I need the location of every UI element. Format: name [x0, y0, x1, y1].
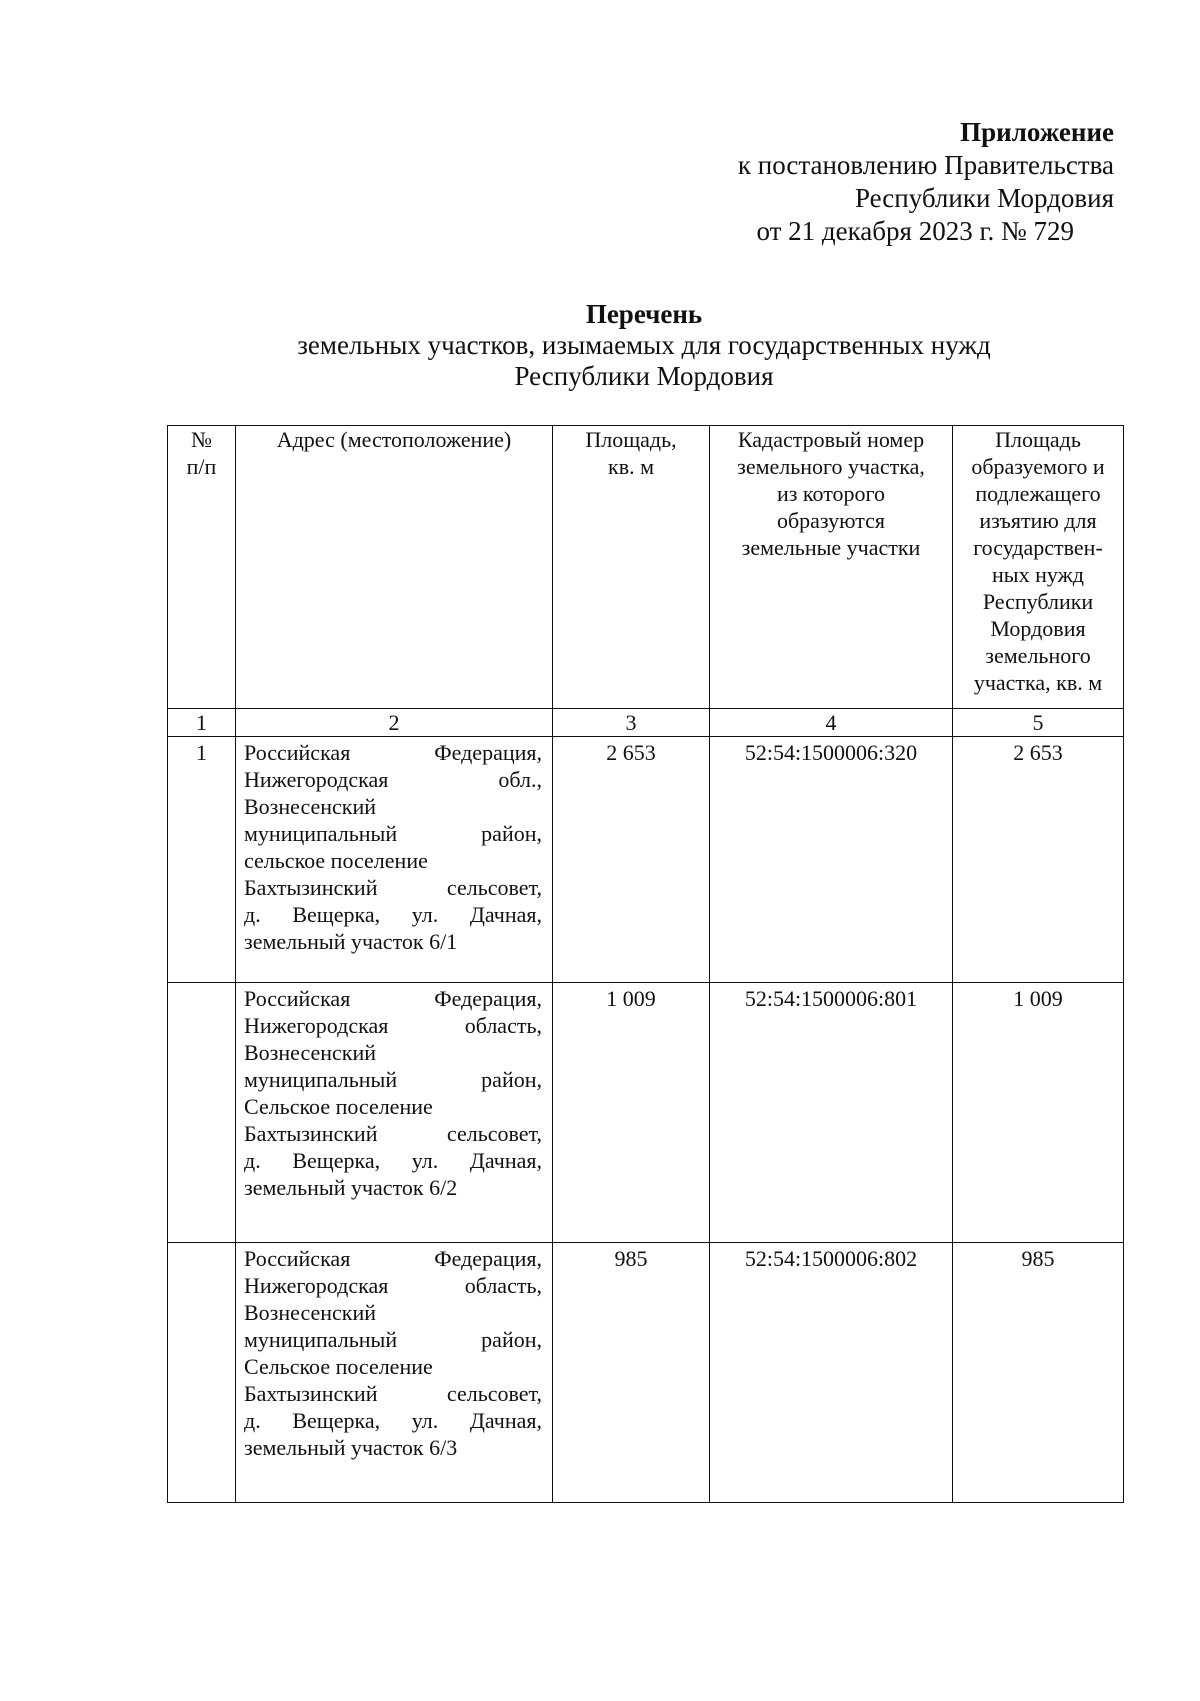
row-address: Российская Федерация, Нижегородская область, Вознесенский муниципальный район, Сельское поселение Бахтызинский сельсовет, д. Вещерка, ул. Дачная, земельный участок 6/2 — [236, 983, 553, 1243]
row-address: Российская Федерация, Нижегородская обл., Вознесенский муниципальный район, сельское поселение Бахтызинский сельсовет, д. Вещерка, ул. Дачная, земельный участок 6/1 — [236, 737, 553, 983]
row-area: 2 653 — [553, 737, 710, 983]
document-subtitle-line-1: земельных участков, изымаемых для государственных нужд — [297, 330, 991, 360]
land-plots-table — [167, 425, 1124, 1503]
row-seized-area: 985 — [953, 1243, 1124, 1503]
column-number: 5 — [953, 709, 1124, 737]
header-area: Площадь, кв. м — [553, 426, 710, 709]
column-number: 2 — [236, 709, 553, 737]
row-cadastral-number: 52:54:1500006:320 — [710, 737, 953, 983]
row-address: Российская Федерация, Нижегородская область, Вознесенский муниципальный район, Сельское поселение Бахтызинский сельсовет, д. Вещерка, ул. Дачная, земельный участок 6/3 — [236, 1243, 553, 1503]
column-number: 1 — [168, 709, 236, 737]
appendix-line-2: Республики Мордовия — [854, 183, 1114, 213]
column-number-row — [168, 709, 1124, 737]
header-number: № п/п — [168, 426, 236, 709]
row-seized-area: 1 009 — [953, 983, 1124, 1243]
header-seized-area: Площадь образуемого и подлежащего изъятию для государствен- ных нужд Республики Мордовия земельного участка, кв. м — [953, 426, 1124, 709]
row-cadastral-number: 52:54:1500006:801 — [710, 983, 953, 1243]
header-address: Адрес (местоположение) — [236, 426, 553, 709]
document-subtitle-line-2: Республики Мордовия — [514, 361, 774, 391]
row-cadastral-number: 52:54:1500006:802 — [710, 1243, 953, 1503]
row-number: 1 — [168, 737, 236, 983]
table-header-row — [168, 426, 1124, 709]
row-seized-area: 2 653 — [953, 737, 1124, 983]
column-number: 3 — [553, 709, 710, 737]
document-title-block — [0, 299, 1200, 392]
appendix-title: Приложение — [960, 117, 1114, 147]
row-number — [168, 983, 236, 1243]
table-row — [168, 737, 1124, 983]
row-area: 985 — [553, 1243, 710, 1503]
row-area: 1 009 — [553, 983, 710, 1243]
header-cadastral-number: Кадастровый номер земельного участка, из которого образуются земельные участки — [710, 426, 953, 709]
column-number: 4 — [710, 709, 953, 737]
appendix-block — [738, 116, 1114, 248]
document-heading: Перечень — [585, 299, 703, 329]
appendix-date-line: от 21 декабря 2023 г. № 729 — [756, 216, 1074, 246]
table-row — [168, 983, 1124, 1243]
table-row — [168, 1243, 1124, 1503]
appendix-line-1: к постановлению Правительства — [737, 150, 1114, 180]
row-number — [168, 1243, 236, 1503]
